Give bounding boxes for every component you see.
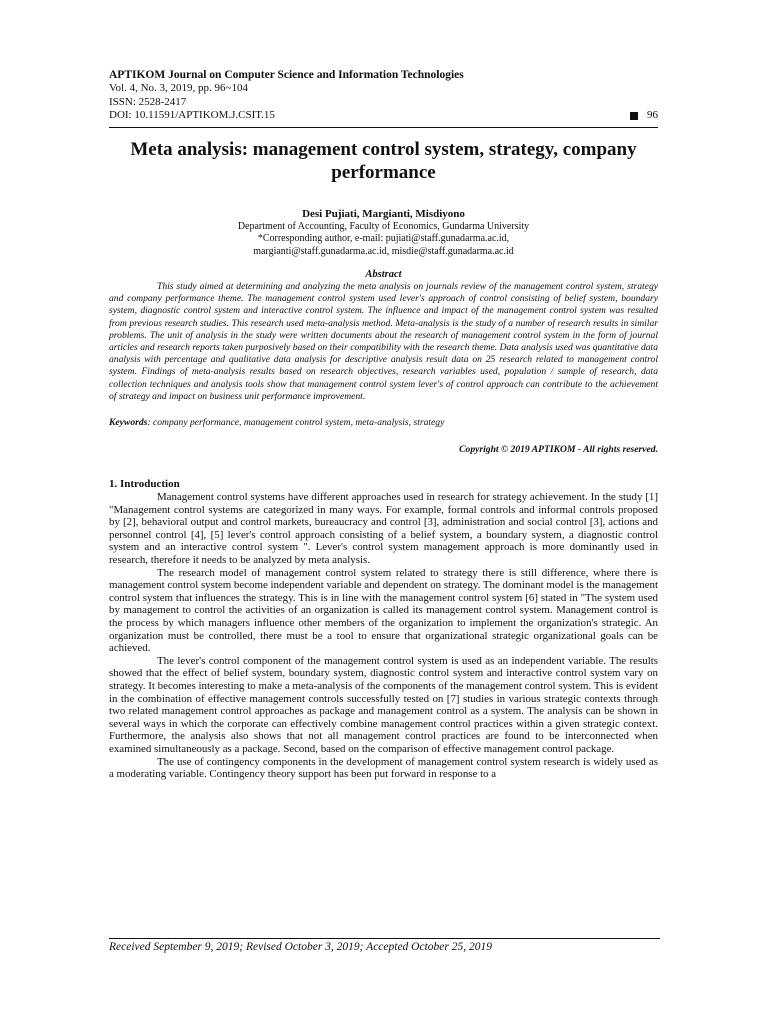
corresponding-author: *Corresponding author, e-mail: pujiati@staff.gunadarma.ac.id,	[257, 233, 510, 244]
doi: DOI: 10.11591/APTIKOM.J.CSIT.15	[109, 109, 275, 121]
affiliation: Department of Accounting, Faculty of Economics, Gundarma University	[237, 220, 530, 232]
body-paragraph: The use of contingency components in the development of management control system research is widely used as a moderating variable. Contingency theory support has been put forward in response to a	[109, 755, 658, 781]
abstract-text: This study aimed at determining and analyzing the meta analysis on journals review of the management control system, strategy and company performance theme. The management control system used lever's approach of control consisting of belief system, boundary system, diagnostic control system and interactive control system. The influence and impact of the management control system was resulted from previous research studies. This research used meta-analysis method. Meta-analysis is the study of a number of research results in similar problems. The unit of analysis in the study were written documents about the research of management control system in the form of journal articles and research reports taken purposively based on their compatibility with the research theme. Data analysis used was quantitative data analysis with percentage and qualitative data analysis for descriptive analysis result data on 25 research related to management control system. Findings of meta-analysis results based on research objectives, research variables used, population / sample of research, data collection techniques and analysis tools show that management control system lever's of control approach can contribute to the achievement of strategy and impact on business unit performance improvement.	[109, 281, 658, 402]
body-paragraph: The lever's control component of the management control system is used as an independent variable. The results showed that the effect of belief system, boundary system, diagnostic control system and interactive control system vary on strategy. It becomes interesting to make a meta-analysis of the components of the management control system. This is evident in the combination of effective management controls successfully tested on [7] studies in various strategic contexts through two related management control approaches as package and management control as a system. The analysis can be shown in several ways in which the corporate can effectively combine management control practices within a given strategic context. Furthermore, the analysis also shows that not all management control practices are found to be interconnected when examined simultaneously as a package. Second, based on the comparison of effective management control package.	[109, 654, 658, 755]
journal-name: APTIKOM Journal on Computer Science and Information Technologies	[109, 69, 464, 81]
keywords-text: : company performance, management control system, meta-analysis, strategy	[147, 417, 445, 429]
header-rule	[109, 127, 658, 128]
footer-rule	[109, 938, 660, 939]
keywords	[109, 417, 658, 429]
page-number-group	[630, 109, 658, 123]
received-dates: Received September 9, 2019; Revised October 3, 2019; Accepted October 25, 2019	[109, 941, 492, 953]
abstract-heading: Abstract	[365, 269, 402, 280]
keywords-label: Keywords	[109, 417, 148, 429]
authors: Desi Pujiati, Margianti, Misdiyono	[302, 207, 465, 220]
volume-info: Vol. 4, No. 3, 2019, pp. 96~104	[109, 82, 248, 94]
body-paragraph: The research model of management control system related to strategy there is still difference, where there is management control system become independent variable and dependent on strategy. The dominant model is the management control system that influences the strategy. This is in line with the management control system [6] stated in "The system used by management to control the activities of an organization is called its management control system. Management control is the process by which managers influence other members of the organization to implement the organization's strategic. An organization must be controlled, there must be a tool to ensure that organizational strategic organizational goals can be achieved.	[109, 566, 658, 655]
page-number: 96	[647, 109, 658, 121]
copyright: Copyright © 2019 APTIKOM - All rights reserved.	[459, 444, 658, 456]
square-bullet-icon	[630, 112, 638, 120]
paper-page	[109, 68, 658, 781]
issn: ISSN: 2528-2417	[109, 95, 187, 108]
author-emails: margianti@staff.gunadarma.ac.id, misdie@staff.gunadarma.ac.id	[253, 245, 514, 257]
doi-row	[109, 109, 658, 123]
paper-title: Meta analysis: management control system, strategy, company performance	[130, 138, 637, 183]
section-title: 1. Introduction	[109, 478, 180, 491]
body-paragraph: Management control systems have different approaches used in research for strategy achievement. In the study [1] "Management control systems are categorized in many ways. For example, formal controls and informal controls proposed by [2], behavioral output and control markets, bureaucracy and control [3], administration and social control [3], actions and personnel control [4], [5] lever's control approach consisting of a belief system, a boundary system, a diagnostic control system and an interactive control system ". Lever's control system management approach is more dominantly used in research, therefore it needs to be analyzed by meta analysis.	[109, 491, 658, 566]
